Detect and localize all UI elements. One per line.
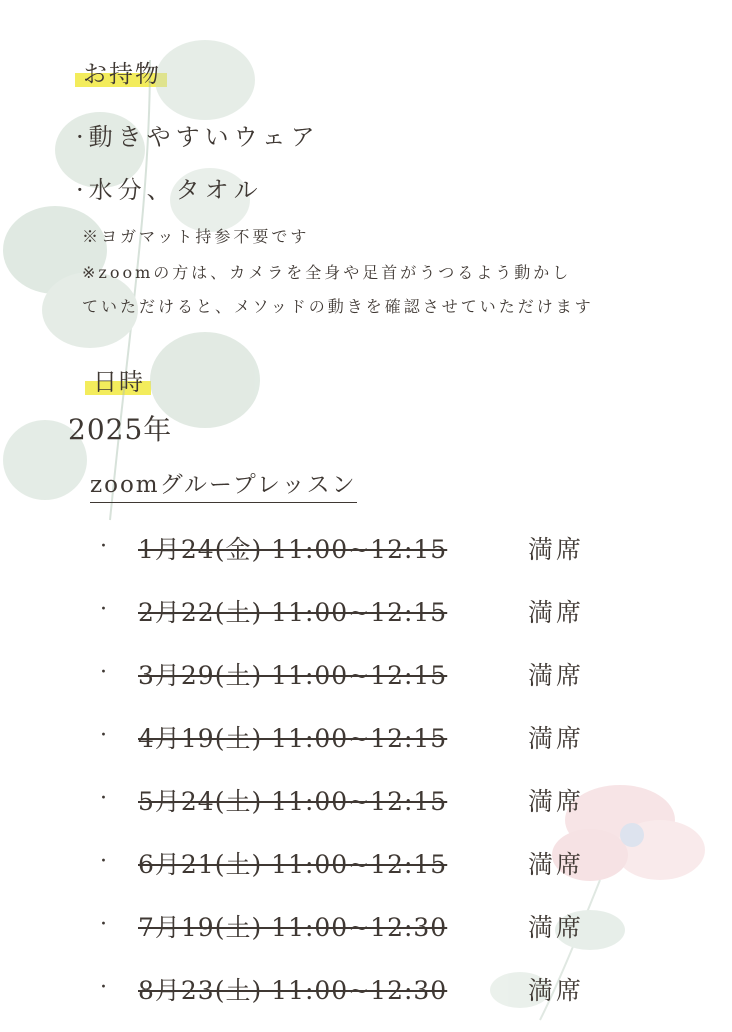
note-zoom-line1: ※zoomの方は、カメラを全身や足首がうつるよう動かし (82, 263, 572, 282)
schedule-row (100, 591, 620, 654)
bullet: · (100, 660, 108, 685)
schedule-row (100, 780, 620, 843)
status-full: 満席 (528, 661, 585, 690)
schedule-row (100, 906, 620, 969)
status-full: 満席 (528, 724, 585, 753)
note-zoom-line2: ていただけると、メソッドの動きを確認させていただけます (82, 297, 594, 316)
year-label: 2025年 (68, 413, 173, 446)
schedule-datetime: 7月19(土) 11:00~12:30 (138, 913, 448, 942)
bullet: · (100, 534, 108, 559)
schedule-datetime: 5月24(土) 11:00~12:15 (138, 787, 448, 816)
bullet: · (100, 849, 108, 874)
status-full: 満席 (528, 598, 585, 627)
schedule-heading: 日時 (93, 362, 145, 397)
schedule-row (100, 654, 620, 717)
bullet: · (100, 786, 108, 811)
schedule-datetime: 4月19(土) 11:00~12:15 (138, 724, 448, 753)
belongings-item-wear: ·動きやすいウェア (76, 123, 320, 151)
status-full: 満席 (528, 787, 585, 816)
schedule-row (100, 969, 620, 1032)
bullet: · (100, 723, 108, 748)
schedule-datetime: 2月22(土) 11:00~12:15 (138, 598, 448, 627)
status-full: 満席 (528, 535, 585, 564)
bullet: · (100, 597, 108, 622)
schedule-list (100, 528, 620, 1032)
belongings-heading: お持物 (83, 54, 161, 89)
note-yoga-mat: ※ヨガマット持参不要です (82, 227, 310, 246)
schedule-datetime: 1月24(金) 11:00~12:15 (138, 535, 448, 564)
status-full: 満席 (528, 913, 585, 942)
lesson-title: zoomグループレッスン (90, 466, 357, 503)
schedule-datetime: 3月29(土) 11:00~12:15 (138, 661, 448, 690)
schedule-row (100, 528, 620, 591)
status-full: 満席 (528, 976, 585, 1005)
schedule-datetime: 6月21(土) 11:00~12:15 (138, 850, 448, 879)
schedule-row (100, 843, 620, 906)
status-full: 満席 (528, 850, 585, 879)
bullet: · (100, 912, 108, 937)
schedule-row (100, 717, 620, 780)
bullet: · (100, 975, 108, 1000)
schedule-datetime: 8月23(土) 11:00~12:30 (138, 976, 448, 1005)
belongings-item-water-towel: ·水分、タオル (76, 176, 263, 204)
